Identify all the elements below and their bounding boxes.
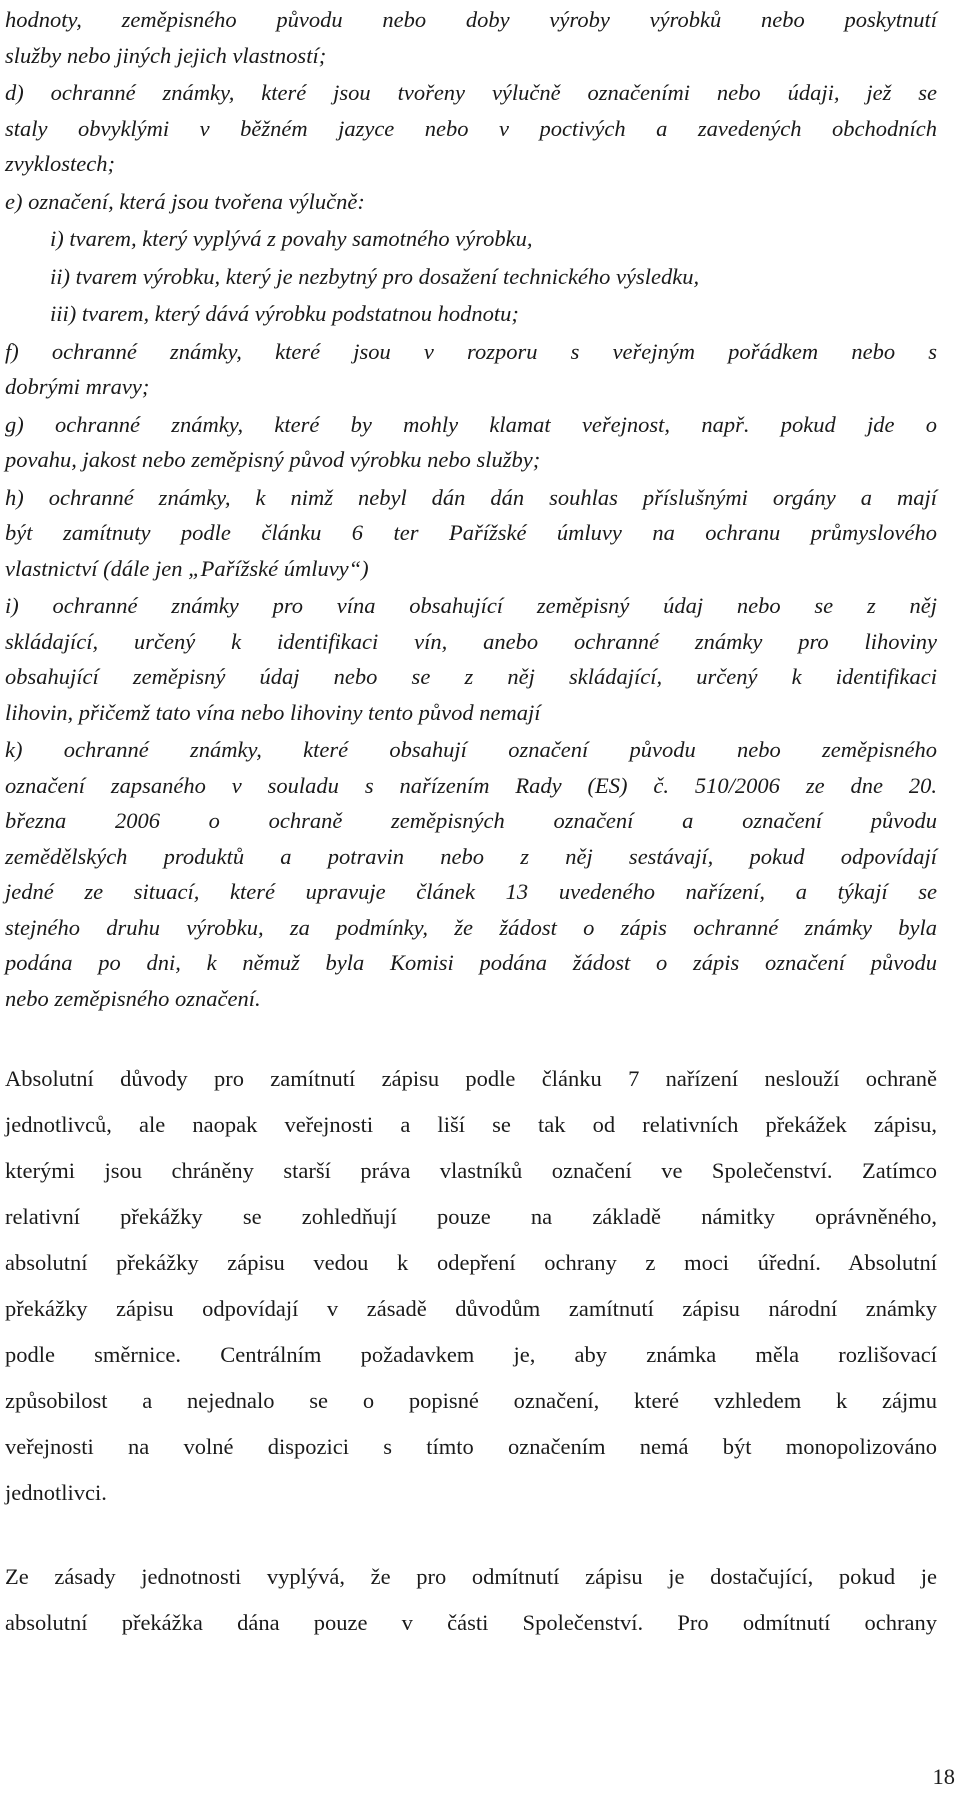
list-item-c-tail	[5, 2, 937, 73]
text-line: hodnoty, zeměpisného původu nebo doby výroby výrobků nebo poskytnutí	[5, 7, 937, 32]
text-line: Ze zásady jednotnosti vyplývá, že pro odmítnutí zápisu je dostačující, pokud je	[5, 1564, 937, 1589]
text-line: h) ochranné známky, k nimž nebyl dán dán souhlas příslušnými orgány a mají	[5, 484, 937, 510]
text-line: i) tvarem, který vyplývá z povahy samotného výrobku,	[50, 226, 533, 251]
text-line: zemědělských produktů a potravin nebo z něj sestávají, pokud odpovídají	[5, 843, 937, 869]
list-item-f	[5, 334, 937, 405]
list-item-k	[5, 732, 937, 1016]
text-line: nebo zeměpisného označení.	[5, 985, 261, 1011]
text-line: označení zapsaného v souladu s nařízením Rady (ES) č. 510/2006 ze dne 20.	[5, 772, 937, 798]
text-line: ii) tvarem výrobku, který je nezbytný pro dosažení technického výsledku,	[50, 263, 700, 289]
list-item-d	[5, 75, 937, 182]
list-item-h	[5, 480, 937, 587]
text-line: stejného druhu výrobku, za podmínky, že žádost o zápis ochranné známky byla	[5, 914, 937, 940]
text-line: iii) tvarem, který dává výrobku podstatnou hodnotu;	[50, 301, 519, 326]
text-line: g) ochranné známky, které by mohly klamat veřejnost, např. pokud jde o	[5, 411, 937, 437]
text-line: relativní překážky se zohledňují pouze na základě námitky oprávněného,	[5, 1204, 937, 1229]
paragraph-absolute-grounds	[5, 1056, 937, 1516]
sub-item-e-iii	[5, 296, 937, 332]
text-line: být zamítnuty podle článku 6 ter Pařížské úmluvy na ochranu průmyslového	[5, 520, 937, 545]
text-line: absolutní překážky zápisu vedou k odepření ochrany z moci úřední. Absolutní	[5, 1250, 937, 1275]
list-item-i	[5, 588, 937, 730]
text-line: podle směrnice. Centrálním požadavkem je, aby známka měla rozlišovací	[5, 1342, 937, 1367]
text-line: kterými jsou chráněny starší práva vlastníků označení ve Společenství. Zatímco	[5, 1158, 937, 1183]
text-line: způsobilost a nejednalo se o popisné označení, které vzhledem k zájmu	[5, 1388, 937, 1413]
text-line: lihovin, přičemž tato vína nebo lihoviny tento původ nemají	[5, 699, 541, 725]
text-line: staly obvyklými v běžném jazyce nebo v poctivých a zavedených obchodních	[5, 115, 937, 141]
text-line: k) ochranné známky, které obsahují označení původu nebo zeměpisného	[5, 737, 937, 762]
sub-item-e-ii	[5, 259, 937, 295]
text-line: podána po dni, k němuž byla Komisi podána žádost o zápis označení původu	[5, 950, 937, 975]
text-line: absolutní překážka dána pouze v části Společenství. Pro odmítnutí ochrany	[5, 1610, 937, 1635]
text-line: dobrými mravy;	[5, 374, 150, 399]
paragraph-uniformity	[5, 1554, 937, 1646]
text-line: služby nebo jiných jejich vlastností;	[5, 42, 327, 68]
text-line: Absolutní důvody pro zamítnutí zápisu podle článku 7 nařízení neslouží ochraně	[5, 1066, 937, 1091]
text-line: e) označení, která jsou tvořena výlučně:	[5, 188, 365, 214]
text-line: obsahující zeměpisný údaj nebo se z něj skládající, určený k identifikaci	[5, 664, 937, 689]
document-page	[5, 0, 937, 1646]
text-line: skládající, určený k identifikaci vín, anebo ochranné známky pro lihoviny	[5, 628, 937, 654]
text-line: i) ochranné známky pro vína obsahující zeměpisný údaj nebo se z něj	[5, 593, 937, 618]
text-line: zvyklostech;	[5, 151, 115, 176]
text-line: překážky zápisu odpovídají v zásadě důvodům zamítnutí zápisu národní známky	[5, 1296, 937, 1321]
text-line: jednotlivců, ale naopak veřejnosti a liší se tak od relativních překážek zápisu,	[5, 1112, 937, 1137]
text-line: vlastnictví (dále jen „Pařížské úmluvy“)	[5, 555, 369, 581]
text-line: f) ochranné známky, které jsou v rozporu s veřejným pořádkem nebo s	[5, 338, 937, 364]
list-item-e	[5, 184, 937, 220]
text-line: jednotlivci.	[5, 1480, 107, 1505]
list-item-g	[5, 407, 937, 478]
text-line: povahu, jakost nebo zeměpisný původ výrobku nebo služby;	[5, 447, 541, 472]
text-line: března 2006 o ochraně zeměpisných označení a označení původu	[5, 808, 937, 833]
sub-item-e-i	[5, 221, 937, 257]
text-line: veřejnosti na volné dispozici s tímto označením nemá být monopolizováno	[5, 1434, 937, 1459]
page-number: 18	[932, 1764, 955, 1789]
text-line: jedné ze situací, které upravuje článek 13 uvedeného nařízení, a týkají se	[5, 879, 937, 904]
text-line: d) ochranné známky, které jsou tvořeny výlučně označeními nebo údaji, jež se	[5, 80, 937, 105]
